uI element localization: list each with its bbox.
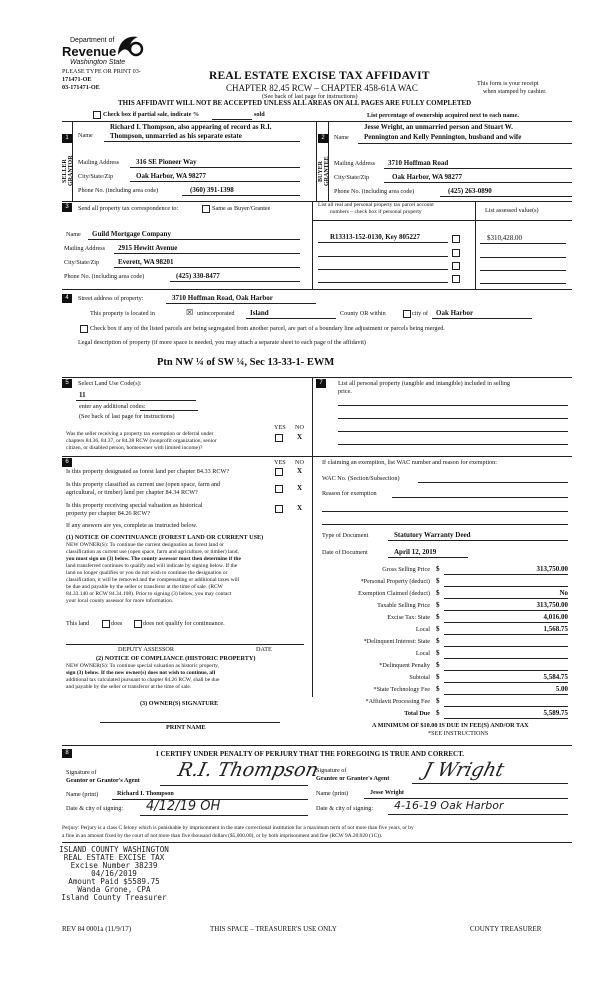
see-instructions-note: *SEE INSTRUCTIONS [428,730,489,737]
segregation-label: Check box if any of the listed parcels are being segregated from another parcel, are part of a boundary line adjustment or parcels being merged. [90,325,445,332]
buyer-name-2: Pennington and Kelly Pennington, husband and wife [364,133,522,141]
send-correspondence-label: Send all property tax correspondence to: [78,205,179,212]
legal-description-label: Legal description of property (if more space is needed, you may attach a separate sheet to each page of the affidavit) [78,339,366,346]
personal-property-checkbox-2[interactable] [452,249,460,257]
state-text: Washington State [70,59,126,66]
doc-date-label: Date of Document [322,549,368,556]
calc-value: 313,750.00 [536,601,568,609]
current-use-question-1: Is this property classified as current use (open space, farm and [66,481,221,488]
revenue-text: Revenue [62,44,117,59]
section-2-badge: 2 [318,134,328,143]
corr-phone: (425) 330-8477 [176,272,220,280]
exempt-no-answer: X [297,433,303,441]
stamp-line: Wanda Grone, CPA [77,884,151,894]
stamp-line: REAL ESTATE EXCISE TAX [63,852,165,862]
doc-date: April 12, 2019 [394,548,437,556]
owner-signature-label: (3) OWNER(S) SIGNATURE [140,700,219,707]
this-land-label: This land [66,620,90,627]
county-name: Island [250,309,269,317]
forest-question: Is this property designated as forest land per chapter 84.33 RCW? [66,468,230,475]
personal-property-checkbox-4[interactable] [452,275,460,283]
personal-property-label-2: price. [338,388,352,395]
does-not-label: does not qualify for continuance. [143,620,225,627]
historic-question-1: Is this property receiving special valuation as historical [66,502,203,509]
corr-name: Guild Mortgage Company [92,230,171,238]
corr-phone-label: Phone No. (including area code) [64,273,145,280]
seller-mailing-label: Mailing Address [78,159,120,166]
dollar-sign: $ [436,577,440,585]
county-or-within-label: County OR within [340,310,386,317]
city-of-label: city of [412,310,428,317]
notice-1-line: be due and payable by the seller or transferor at the time of sale. (RCW [66,584,223,590]
dollar-sign: $ [436,673,440,681]
stamp-line: Excise Number 38239 [70,860,158,870]
calc-label: Local [415,650,430,657]
stamp-line: Island County Treasurer [61,892,167,902]
calc-label: Gross Selling Price [382,566,430,573]
calc-label: Excise Tax: State [387,614,430,621]
parcel-number: R13313-152-0130, Key 805227 [330,233,421,241]
notice-1-line: your local county assessor for more information. [66,598,174,604]
grantee-date-label: Date & city of signing: [316,805,374,812]
corr-name-label: Name [66,231,81,238]
buyer-phone: (425) 263-0890 [448,187,492,195]
wac-claim-label: If claiming an exemption, list WAC number and reason for exemption: [322,459,497,466]
unincorporated-checkbox[interactable]: ☒ [186,308,194,317]
notice-1-line: land transferred continues to qualify and will indicate by signing below. If the [66,563,238,569]
dollar-sign: $ [436,637,440,645]
calc-value: 4,016.00 [543,613,568,621]
city-of-checkbox[interactable] [403,310,411,318]
personal-property-checkbox-1[interactable] [452,235,460,243]
grantee-sig-label-1: Signature of [316,767,347,774]
exempt-question-1: Was the seller receiving a property tax exemption or deferral under [66,431,214,437]
does-checkbox[interactable] [102,620,110,628]
grantee-signature: J Wright [421,759,507,781]
section-4-badge: 4 [62,294,72,303]
treasurer-use-only: THIS SPACE – TREASURER'S USE ONLY [210,925,337,933]
corr-city-label: City/State/Zip [64,259,100,266]
grantor-date-label: Date & city of signing: [66,805,124,812]
doc-type: Statutory Warranty Deed [394,531,471,539]
dollar-sign: $ [436,649,440,657]
parcel-header-1: List all real and personal property tax parcel account [318,202,434,208]
calc-label: Local [415,626,430,633]
notice-2-line: and payable by the seller or transferor at the time of sale. [66,684,192,690]
corr-city: Everett, WA 98201 [118,258,174,266]
s6-yes: YES [274,459,286,466]
buyer-mailing-label: Mailing Address [334,160,376,167]
legal-description: Ptn NW ¼ of SW ¼, Sec 13-33-1- EWM [157,357,335,368]
historic-no-answer: X [297,504,303,512]
forest-no-answer: X [297,467,303,475]
stamp-line: ISLAND COUNTY WASHINGTON [59,845,169,854]
calc-label: *State Technology Fee [373,686,430,693]
dollar-sign: $ [436,685,440,693]
does-not-checkbox[interactable] [134,620,142,628]
section-1-badge: 1 [62,134,72,143]
receipt-line-2: when stamped by cashier. [483,88,547,95]
calc-label: *Personal Property (deduct) [360,578,430,585]
type-or-print: PLEASE TYPE OR PRINT 03- [62,68,141,75]
additional-codes-label: enter any additional codes: [79,403,146,410]
seller-name-1: Richard I. Thompson, also appearing of record as R.I. [110,123,272,131]
seller-phone: (360) 391-1398 [190,186,234,194]
partial-sale-label: Check box if partial sale, indicate % [103,111,200,118]
deputy-assessor-label: DEPUTY ASSESSOR [118,646,174,653]
grantor-sig-label-1: Signature of [66,769,97,776]
notice-1-title: (1) NOTICE OF CONTINUANCE (FOREST LAND OR CURRENT USE) [66,534,264,541]
dollar-sign: $ [436,661,440,669]
wac-number-label: WAC No. (Section/Subsection) [322,475,400,482]
unincorporated-label: unincorporated [197,310,235,317]
notice-2-line: sign (3) below. If the new owner(s) does not wish to continue, all [66,670,216,676]
calc-label: *Delinquent Interest: State [363,638,430,645]
seller-city-label: City/State/Zip [78,173,114,180]
grantee-sig-label-2: Grantee or Grantee's Agent [316,775,390,782]
parcel-header-2: numbers – check box if personal property [330,209,422,215]
assessed-header: List assessed value(s) [485,207,539,214]
calc-value: 1,568.75 [543,625,568,633]
historic-yes-checkbox[interactable] [275,505,283,513]
current-use-no-answer: X [297,484,303,492]
land-use-yes: YES [274,424,286,431]
assessed-value: $310,428.00 [487,234,522,242]
section-3-badge: 3 [62,203,72,212]
buyer-mailing: 3710 Hoffman Road [388,159,449,167]
s6-no: NO [295,459,304,466]
buyer-city-label: City/State/Zip [334,174,370,181]
buyer-name-1: Jesse Wright, an unmarried person and Stuart W. [364,123,513,131]
seller-mailing: 316 SE Pioneer Way [136,158,197,166]
notice-2-line: NEW OWNER(S): To continue special valuation as historic property, [66,663,219,669]
segregation-checkbox[interactable] [80,325,88,333]
perjury-line-1: Perjury: Perjury is a class C felony which is punishable by imprisonment in the state correctional institution for a maximum term of not more than five years, or by [62,825,414,831]
stamp-line: Amount Paid $5589.75 [68,876,160,886]
doc-type-label: Type of Document [322,532,369,539]
section-8-badge: 8 [62,749,72,758]
grantee-date-city: 4-16-19 Oak Harbor [394,799,504,812]
grantee-name-label: Name (print) [316,790,349,797]
assessor-date-label: DATE [256,646,272,653]
current-use-yes-checkbox[interactable] [275,485,283,493]
notice-1-line: you must sign on (3) below. The county assessor must then determine if the [66,556,241,562]
form-chapter: CHAPTER 82.45 RCW – CHAPTER 458-61A WAC [226,83,418,93]
notice-1-line: classification, it will be removed and the compensating or additional taxes will [66,577,240,583]
grantor-date-city: 4/12/19 OH [146,799,221,814]
warning-text: THIS AFFIDAVIT WILL NOT BE ACCEPTED UNLESS ALL AREAS ON ALL PAGES ARE FULLY COMPLETED [118,99,472,107]
exempt-yes-checkbox[interactable] [275,434,283,442]
doc-number-1: 171471-OE [62,76,92,83]
dollar-sign: $ [436,613,440,621]
grantor-signature: R.I. Thompson [175,759,321,781]
street-address: 3710 Hoffman Road, Oak Harbor [172,294,273,302]
calc-value: 5.00 [555,685,568,693]
perjury-line-2: a fine in an amount fixed by the court of not more than five thousand dollars ($5,000.00), or by both imprisonment and fine (RCW 9A.20.020 (1C)). [62,833,383,839]
personal-property-label-1: List all personal property (tangible and intangible) included in selling [338,380,511,387]
seller-name-label: Name [78,132,93,139]
calc-label: Exemption Claimed (deduct) [358,590,430,597]
county-treasurer-label: COUNTY TREASURER [470,925,542,933]
form-title: REAL ESTATE EXCISE TAX AFFIDAVIT [209,70,430,82]
seller-phone-label: Phone No. (including area code) [78,187,159,194]
notice-1-line: classification as current use (open space, farm and agriculture, or timber) land, [66,549,239,555]
seller-city: Oak Harbor, WA 98277 [136,172,207,180]
grantee-print-name: Jesse Wright [370,789,404,796]
notice-2-line: additional tax calculated pursuant to chapter 84.26 RCW, shall be due [66,677,220,683]
section-5-badge: 5 [62,379,72,388]
seller-side-label: SELLER GRANTOR [62,155,74,187]
calc-label: *Delinquent Penalty [379,662,430,669]
calc-label: *Affidavit Processing Fee [365,698,430,705]
buyer-side-label: BUYER GRANTEE [318,156,330,186]
grantor-name-label: Name (print) [66,791,99,798]
minimum-due-note: A MINIMUM OF $10.00 IS DUE IN FEE(S) AND/OR TAX [372,722,529,729]
notice-1-line: 84.33.140 or RCW 84.34.108). Prior to signing (3) below, you may contact [66,591,232,597]
exempt-question-3: citizen, or disabled person, homeowner with limited income)? [66,445,203,451]
land-use-code: 11 [79,391,86,399]
dollar-sign: $ [436,601,440,609]
corr-mailing-label: Mailing Address [64,245,106,252]
notice-1-line: NEW OWNER(S): To continue the current designation as forest land or [66,542,224,548]
personal-property-checkbox-3[interactable] [452,262,460,270]
section-6-badge: 6 [62,458,72,467]
print-name-label: PRINT NAME [166,724,206,731]
calc-label: Total Due [404,710,430,717]
receipt-line-1: This form is your receipt [477,80,539,87]
form-revision: REV 84 0001a (11/9/17) [62,925,132,933]
does-label: does [111,620,123,627]
header-see-back: (See back of last page for instructions) [262,93,358,100]
dor-logo-mark [114,33,144,59]
calc-label: Taxable Selling Price [377,602,430,609]
dollar-sign: $ [436,697,440,705]
section-7-badge: 7 [316,379,326,388]
buyer-name-label: Name [334,134,349,141]
partial-sold-label: sold [254,111,265,118]
calc-value: 5,589.75 [543,709,568,717]
dollar-sign: $ [436,709,440,717]
dollar-sign: $ [436,625,440,633]
dollar-sign: $ [436,565,440,573]
corr-mailing: 2915 Hewitt Avenue [118,244,178,252]
stamp-line: 04/16/2019 [91,868,137,878]
land-use-see-back: (See back of last page for instructions) [79,413,175,420]
certify-statement: I CERTIFY UNDER PENALTY OF PERJURY THAT THE FOREGOING IS TRUE AND CORRECT. [156,750,465,758]
calc-value: 5,584.75 [543,673,568,681]
calc-label: Subtotal [409,674,430,681]
street-label: Street address of property: [78,295,144,302]
same-as-buyer-checkbox[interactable] [202,205,210,213]
exemption-reason-label: Reason for exemption [322,490,377,497]
historic-question-2: property per chapter 84.26 RCW? [66,510,151,517]
doc-number-2: 03-171471-OE [62,84,100,91]
if-any-yes: If any answers are yes, complete as instructed below. [66,522,198,529]
notice-1-line: land no longer qualifies or you do not wish to continue the designation or [66,570,228,576]
forest-yes-checkbox[interactable] [275,468,283,476]
exempt-question-2: chapters 84.36, 84.37, or 84.38 RCW (nonprofit organization, senior [66,438,217,444]
seller-name-2: Thompson, unmarried as his separate estate [110,132,242,140]
buyer-phone-label: Phone No. (including area code) [334,188,415,195]
notice-2-title: (2) NOTICE OF COMPLIANCE (HISTORIC PROPERTY) [96,655,256,662]
treasurer-stamp [44,846,184,902]
land-use-no: NO [295,424,304,431]
grantor-print-name: Richard I. Thompson [117,790,174,797]
calc-value: No [559,589,568,597]
dollar-sign: $ [436,589,440,597]
city-name: Oak Harbor [436,309,474,317]
ownership-label: List percentage of ownership acquired next to each name. [367,112,519,119]
partial-sale-checkbox[interactable] [93,111,101,119]
located-label: This property is located in [90,310,155,317]
dept-of-text: Department of [70,37,115,44]
current-use-question-2: agricultural, or timber) land per chapter 84.34 RCW? [66,489,198,496]
buyer-city: Oak Harbor, WA 98277 [392,173,463,181]
land-use-label: Select Land Use Code(s): [78,380,142,387]
same-as-buyer-label: Same as Buyer/Grantee [212,205,271,212]
calc-value: 313,750.00 [536,565,568,573]
grantor-sig-label-2: Grantor or Grantor's Agent [66,777,140,784]
